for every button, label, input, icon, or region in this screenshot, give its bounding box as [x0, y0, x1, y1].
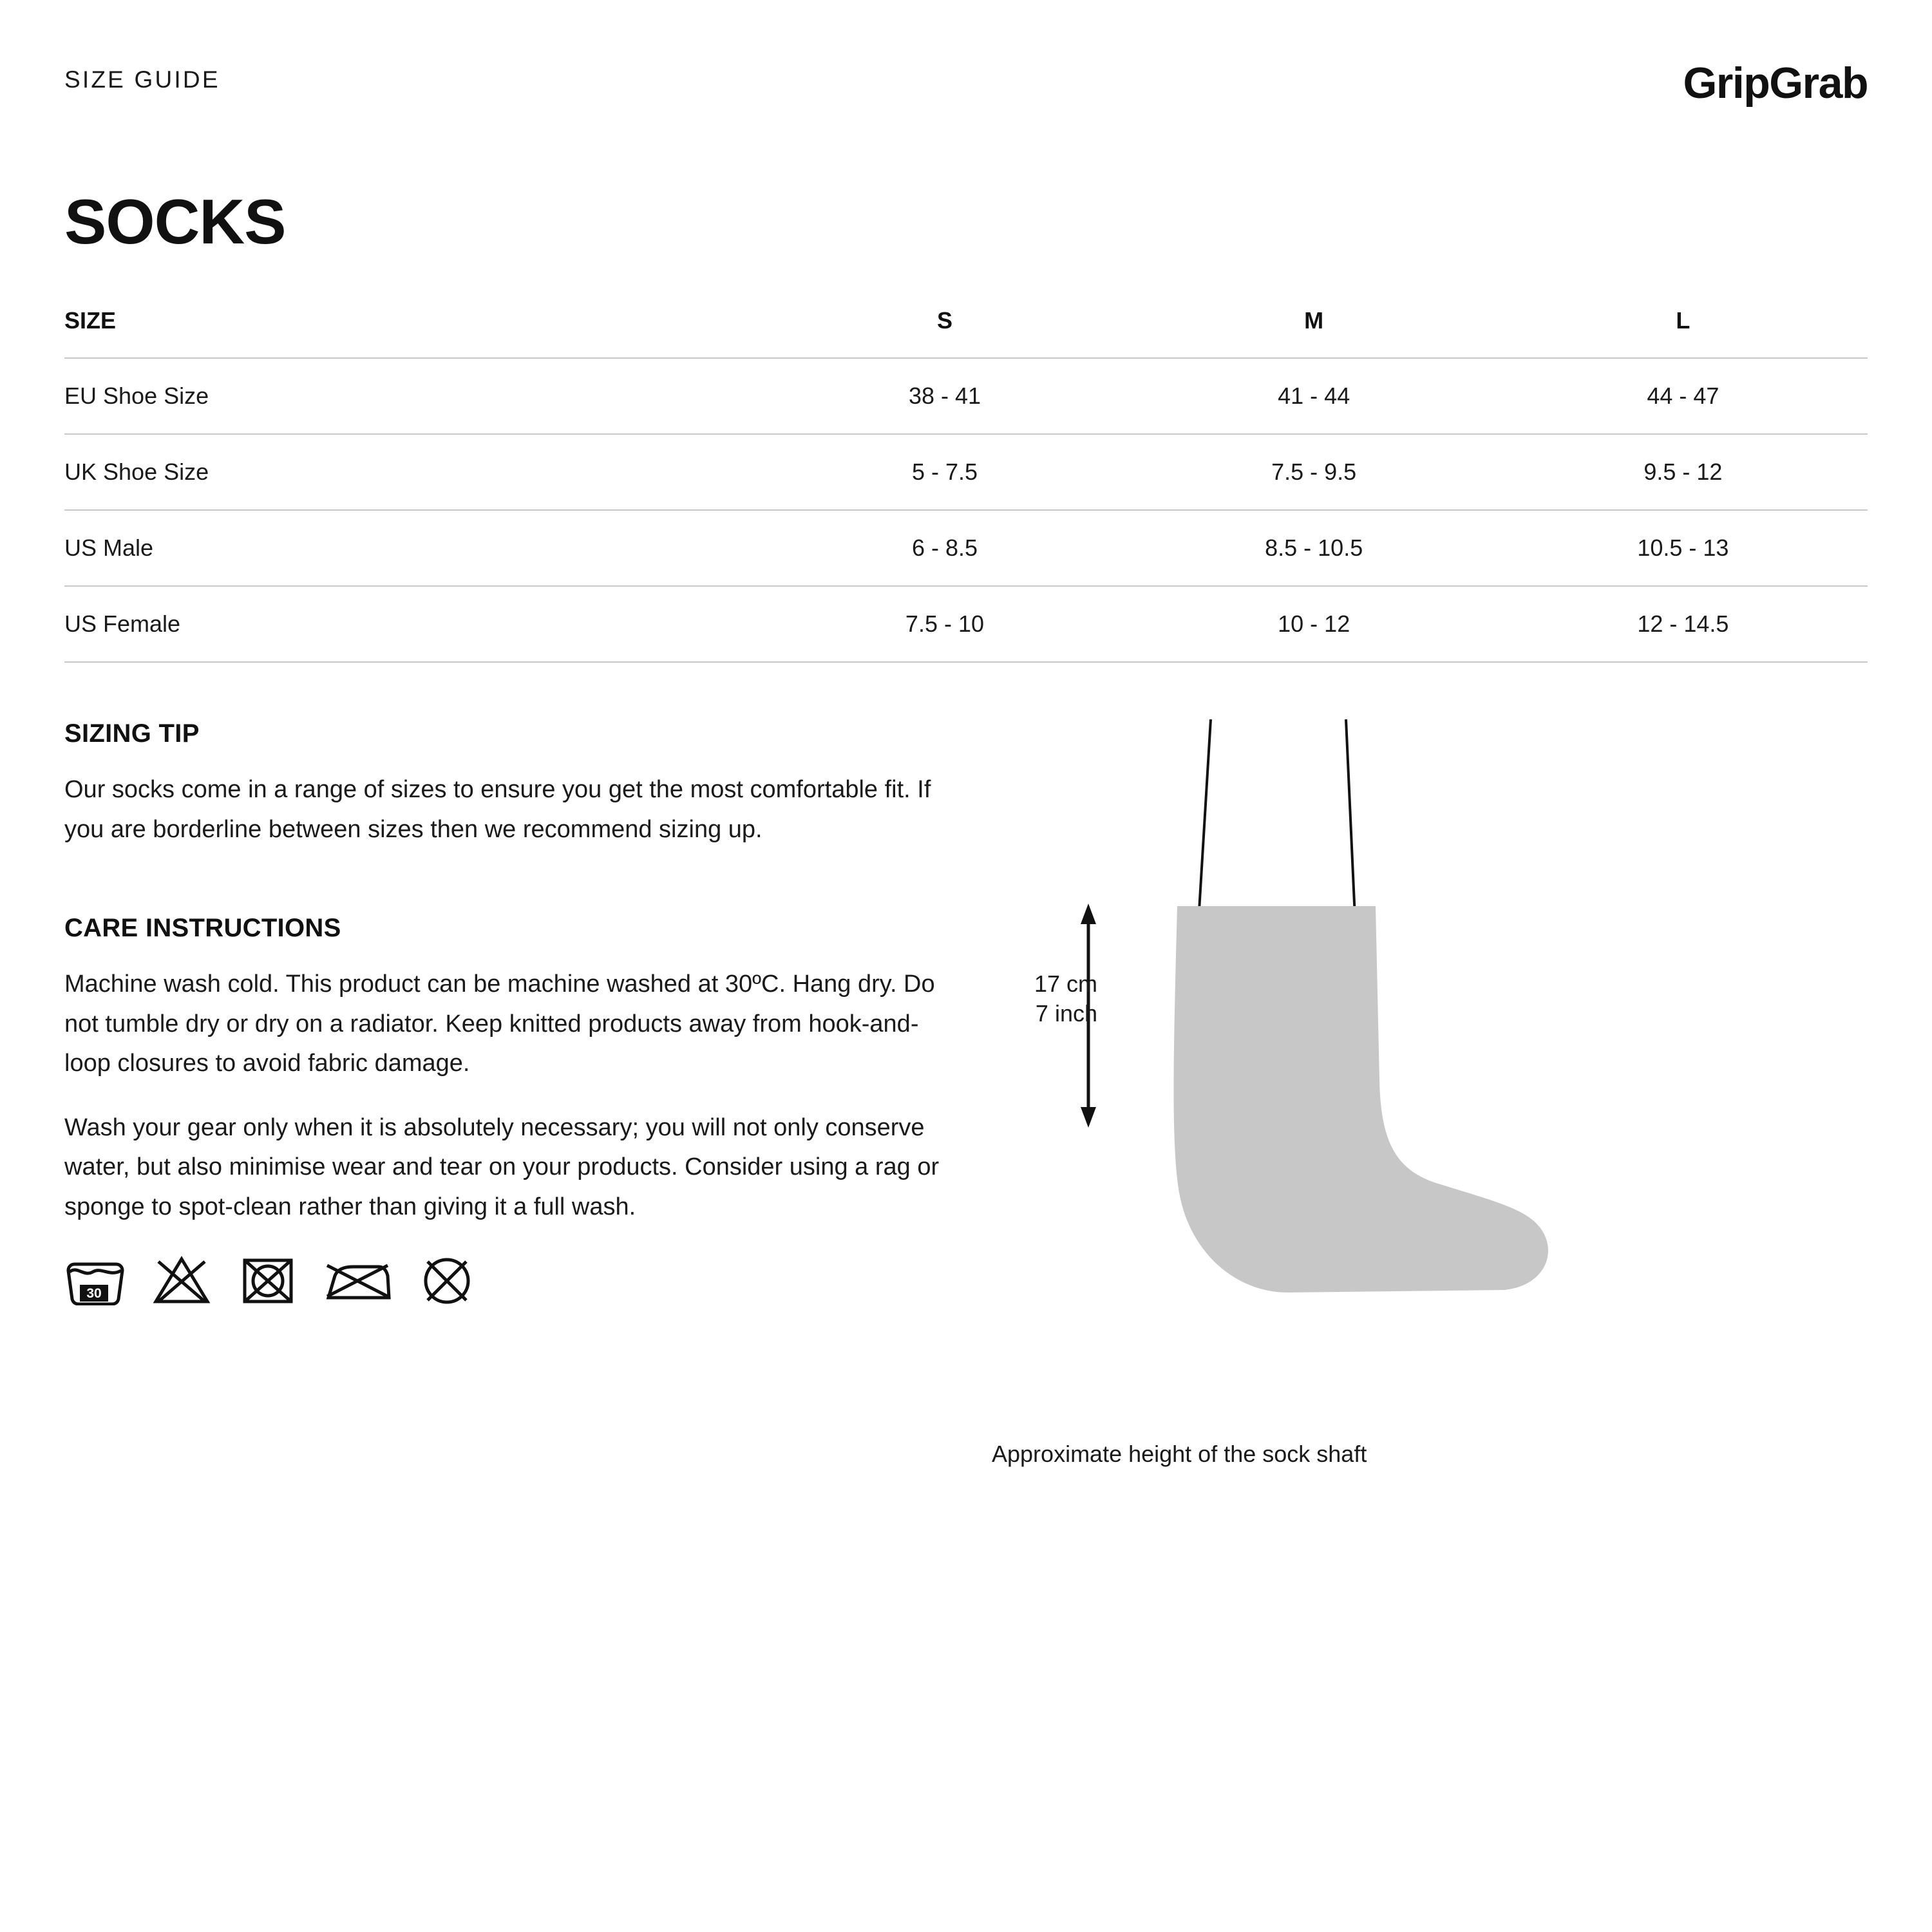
row-label: UK Shoe Size [64, 459, 209, 485]
figure-column [985, 719, 1868, 1468]
text-column [64, 719, 985, 1468]
cell-l: 44 - 47 [1647, 383, 1719, 409]
do-not-iron-icon [323, 1254, 394, 1305]
lower-section [64, 719, 1868, 1468]
do-not-bleach-icon [151, 1254, 213, 1305]
cell-s: 5 - 7.5 [911, 459, 978, 485]
row-label: EU Shoe Size [64, 383, 209, 409]
sock-illustration [985, 719, 1868, 1428]
table-row [64, 586, 1868, 662]
machine-wash-30-icon [64, 1254, 126, 1305]
cell-l: 10.5 - 13 [1637, 535, 1729, 561]
cell-s: 6 - 8.5 [911, 535, 978, 561]
cell-m: 7.5 - 9.5 [1271, 459, 1357, 485]
column-header-l: L [1676, 307, 1690, 334]
cell-m: 8.5 - 10.5 [1265, 535, 1363, 561]
sizing-tip-text: Our socks come in a range of sizes to ensure you get the most comfortable fit. If you are borderline between sizes then we recommend sizing up. [64, 776, 931, 843]
care-paragraph-1: Machine wash cold. This product can be machine washed at 30ºC. Hang dry. Do not tumble dry or dry on a radiator. Keep knitted products away from hook-and-loop closures to avoid fabric damage. [64, 971, 935, 1077]
cell-l: 9.5 - 12 [1643, 459, 1723, 485]
dimension-label [989, 969, 1097, 1028]
dimension-cm: 17 cm [1034, 971, 1097, 997]
column-header-m: M [1304, 307, 1324, 334]
do-not-tumble-dry-icon [237, 1254, 299, 1305]
sock-shape [1174, 906, 1548, 1293]
care-instructions-heading: CARE INSTRUCTIONS [64, 914, 341, 943]
care-symbols [64, 1254, 985, 1305]
size-chart-table [64, 307, 1868, 663]
svg-text:30: 30 [86, 1286, 102, 1302]
column-header-size: SIZE [64, 307, 117, 334]
cell-m: 41 - 44 [1278, 383, 1350, 409]
cell-s: 38 - 41 [908, 383, 981, 409]
table-body [64, 358, 1868, 662]
table-row [64, 358, 1868, 434]
column-header-s: S [936, 307, 952, 334]
row-label: US Male [64, 535, 154, 561]
page-kicker: SIZE GUIDE [64, 66, 220, 93]
dimension-inch: 7 inch [1035, 1000, 1097, 1027]
figure-caption: Approximate height of the sock shaft [992, 1441, 1367, 1467]
cell-l: 12 - 14.5 [1637, 611, 1729, 637]
care-paragraph-2: Wash your gear only when it is absolutely necessary; you will not only conserve water, but also minimise wear and tear on your products. Consider using a rag or sponge to spot-clean rather than giving it a full wash. [64, 1113, 940, 1220]
table-header-row [64, 307, 1868, 358]
sizing-tip-heading: SIZING TIP [64, 719, 200, 748]
brand-logo: GripGrab [1683, 59, 1868, 108]
cell-m: 10 - 12 [1278, 611, 1350, 637]
row-label: US Female [64, 611, 181, 637]
page-title: SOCKS [64, 186, 286, 257]
table-row [64, 434, 1868, 510]
table-header [64, 307, 1868, 358]
table-row [64, 510, 1868, 586]
cell-s: 7.5 - 10 [905, 611, 985, 637]
sock-figure [985, 719, 1868, 1428]
do-not-dry-clean-icon [419, 1254, 475, 1305]
page-header [64, 61, 1868, 119]
